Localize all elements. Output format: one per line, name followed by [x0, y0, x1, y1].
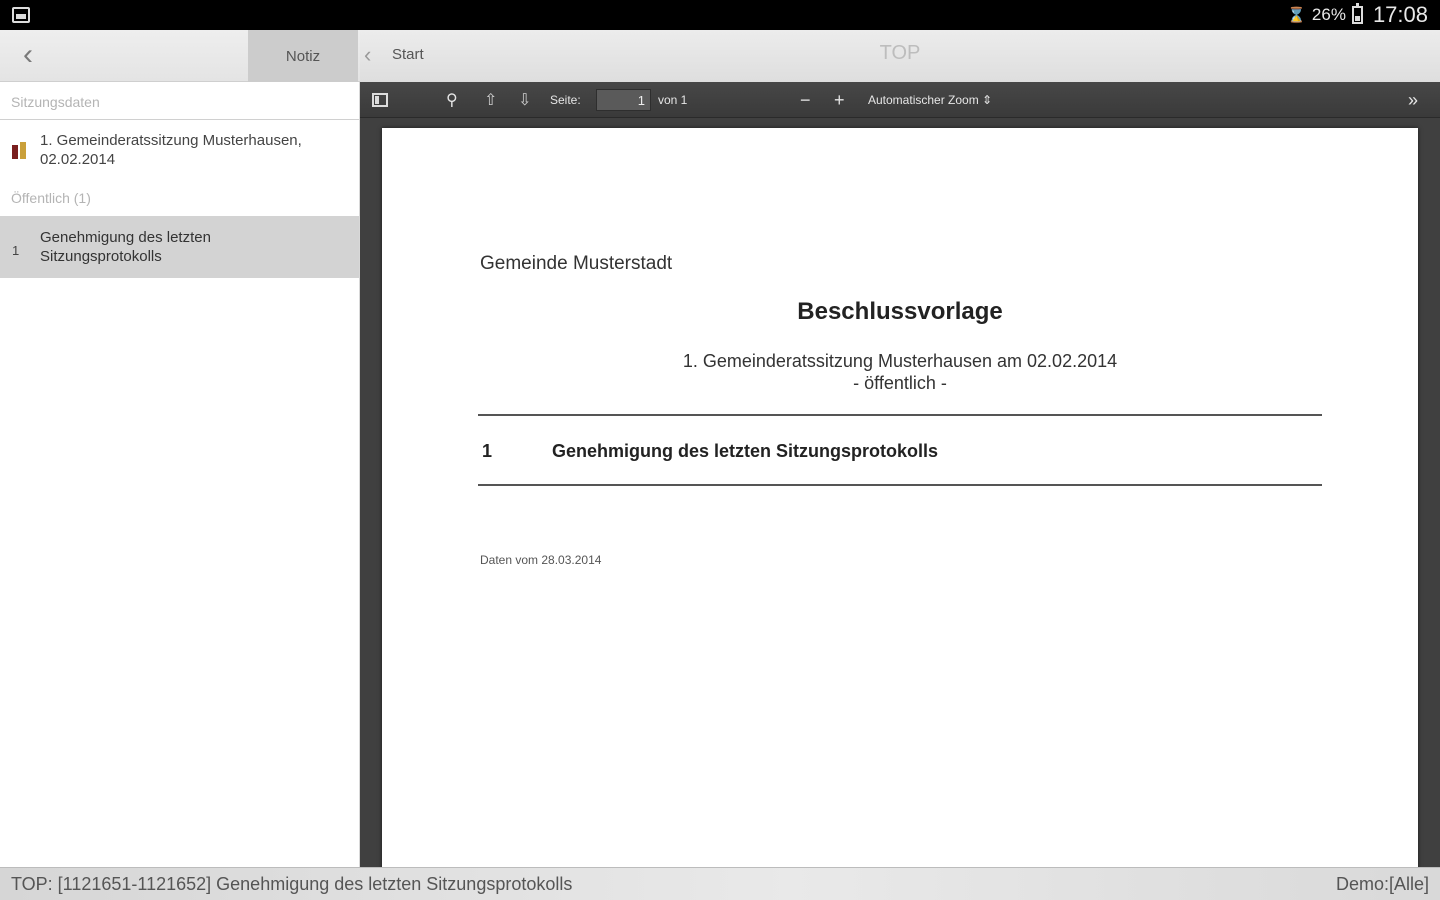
zoom-in-button[interactable]: +	[834, 89, 845, 110]
status-indicators	[1287, 2, 1428, 28]
tools-menu-button[interactable]: »	[1408, 89, 1419, 110]
document-date-note: Daten vom 28.03.2014	[480, 553, 602, 567]
document-subtitle-line1: 1. Gemeinderatssitzung Musterhausen am 02.02.2014	[682, 351, 1118, 371]
pdf-page	[382, 128, 1418, 888]
left-header	[0, 30, 360, 82]
back-button[interactable]: ‹	[23, 38, 33, 71]
zoom-select[interactable]: Automatischer Zoom ⇕	[868, 93, 993, 107]
document-organization: Gemeinde Musterstadt	[480, 253, 673, 274]
document-title: Beschlussvorlage	[797, 298, 1003, 325]
session-icon	[12, 142, 28, 159]
sidebar-icon	[372, 93, 388, 107]
divider	[478, 484, 1322, 486]
page-count: von 1	[658, 93, 688, 107]
document-item-title: Genehmigung des letzten Sitzungsprotokolls	[552, 441, 939, 461]
section-label-public: Öffentlich (1)	[11, 190, 91, 206]
agenda-item[interactable]	[0, 216, 359, 278]
breadcrumb-chevron-icon[interactable]: ‹	[364, 42, 372, 67]
document-subtitle	[382, 350, 1418, 394]
agenda-item-line2: Sitzungsprotokolls	[40, 248, 162, 265]
agenda-sidebar	[0, 82, 360, 867]
bottom-status-bar	[0, 867, 1440, 900]
document-subtitle-line2: - öffentlich -	[853, 373, 947, 393]
session-title-line1: 1. Gemeinderatssitzung Musterhausen,	[40, 132, 302, 149]
demo-filter[interactable]: Demo:[Alle]	[1335, 873, 1429, 894]
gallery-notification-icon	[12, 7, 30, 23]
next-page-button[interactable]: ⇩	[518, 92, 532, 109]
notiz-button[interactable]: Notiz	[248, 30, 358, 82]
page-label: Seite:	[550, 93, 581, 107]
clock: 17:08	[1372, 2, 1428, 27]
current-top-info: TOP: [1121651-1121652] Genehmigung des letzten Sitzungsprotokolls	[11, 873, 573, 894]
previous-page-button[interactable]: ⇧	[484, 92, 498, 109]
right-header	[360, 30, 1440, 82]
zoom-out-button[interactable]: −	[800, 89, 811, 110]
status-bar	[0, 0, 1440, 30]
battery-percent: 26%	[1311, 5, 1346, 24]
session-title-line2: 02.02.2014	[40, 151, 116, 168]
agenda-item-line1: Genehmigung des letzten	[40, 229, 211, 246]
battery-icon	[1352, 6, 1363, 24]
page-number-input[interactable]	[596, 89, 651, 111]
session-item[interactable]	[0, 120, 359, 180]
section-label-sitzungsdaten: Sitzungsdaten	[0, 82, 359, 120]
agenda-item-number: 1	[12, 243, 20, 258]
find-button[interactable]: ⚲	[446, 92, 458, 109]
divider	[478, 414, 1322, 416]
breadcrumb-start[interactable]: Start	[392, 46, 424, 63]
pdf-toolbar	[360, 82, 1440, 118]
pdf-viewer	[360, 82, 1440, 867]
document-item-number: 1	[482, 441, 493, 461]
sidebar-toggle-button[interactable]	[372, 82, 390, 118]
alarm-icon: ⌛	[1287, 7, 1306, 24]
page-title: TOP	[879, 42, 921, 64]
